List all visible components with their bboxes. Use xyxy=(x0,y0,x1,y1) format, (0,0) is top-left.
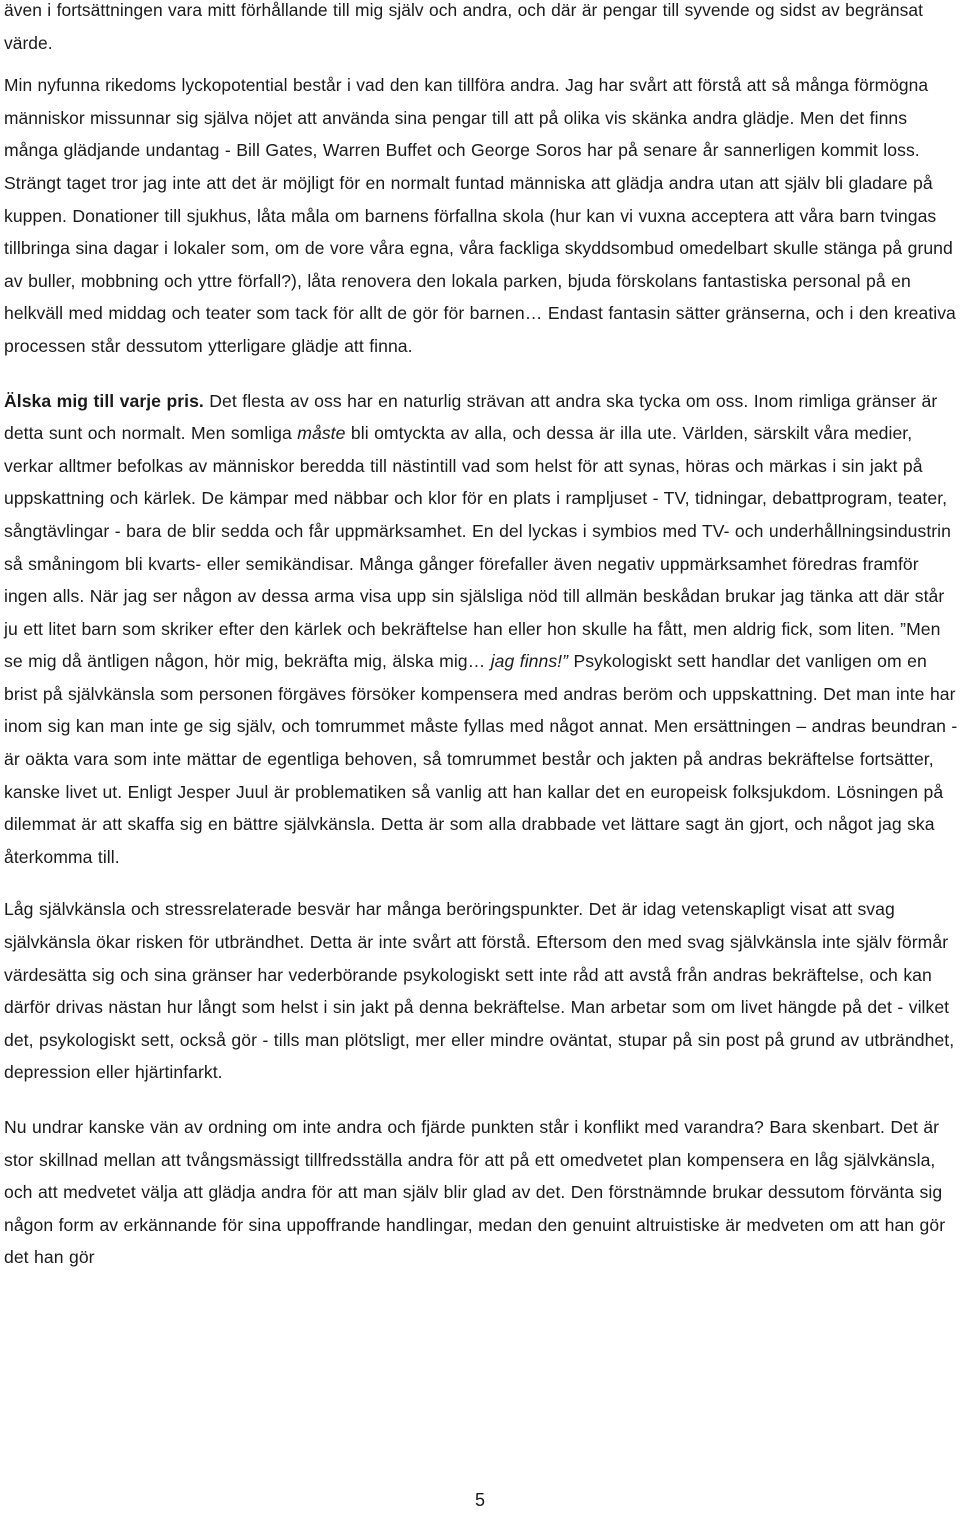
page-number: 5 xyxy=(474,1490,485,1510)
like-paragraph-heading: Älska mig till varje pris. xyxy=(4,390,204,411)
wealth-paragraph-segment-3: Strängt taget tror jag inte att det är möjligt för en normalt funtad människa att glädja andra utan att själv bli gladare på kuppen. Donationer till sjukhus, låta måla om barnens förfallna skola (hur kan vi vuxna acceptera att våra barn tvingas tillbringa sina dagar i lokaler som, om de vore våra egna, våra fackliga skyddsombud omedelbart skulle stänga på grund av buller, mobbning och yttre förfall?), låta renovera den lokala parken, bjuda förskolans fantastiska personal på en helkväll med middag och teater som tack för allt de gör för barnen… Endast fantasin sätter gränserna, och i den kreativa processen står dessutom ytterligare glädje att finna. xyxy=(4,172,956,356)
like-paragraph-text-1: Det flesta av oss har en naturlig strävan att andra ska tycka om oss. Inom rimliga gränser är detta sunt och normalt. Men somliga xyxy=(4,390,938,444)
wealth-paragraph-segment-2: Men det finns många glädjande undantag - Bill Gates, Warren Buffet och George Soros har på senare år sannerligen kommit loss. xyxy=(4,107,920,161)
conflict-paragraph: Nu undrar kanske vän av ordning om inte andra och fjärde punkten står i konflikt med varandra? Bara skenbart. Det är stor skillnad mellan att tvångsmässigt tillfredsställa andra för att på ett omedvetet plan kompensera en låg självkänsla, och att medvetet välja att glädja andra för att man själv blir glad av det. Den förstnämnde brukar dessutom förvänta sig någon form av erkännande för sina uppoffrande handlingar, medan den genuint altruistiske är medveten om att han gör det han gör xyxy=(4,1117,946,1268)
like-paragraph-emphasis-2: jag finns!” xyxy=(490,651,569,672)
burnout-paragraph: Låg självkänsla och stressrelaterade besvär har många beröringspunkter. Det är idag vetenskapligt visat att svag självkänsla ökar risken för utbrändhet. Detta är inte svårt att förstå. Eftersom den med svag självkänsla inte själv förmår värdesätta sig och sina gränser har vederbörande psykologiskt sett inte råd att avstå från andras bekräftelse, och kan därför drivas nästan hur långt som helst i sin jakt på denna bekräftelse. Man arbetar som om livet hängde på det - vilket det, psykologiskt sett, också gör - tills man plötsligt, mer eller mindre oväntat, stupar på sin post på grund av utbrändhet, depression eller hjärtinfarkt. xyxy=(4,899,955,1083)
wealth-paragraph-segment-1: Min nyfunna rikedoms lyckopotential består i vad den kan tillföra andra. Jag har svårt att förstå att så många förmögna människor missunnar sig själva nöjet att använda sina pengar till att på olika vis skänka andra glädje. xyxy=(4,75,929,128)
like-paragraph-emphasis-1: måste xyxy=(297,423,346,444)
wealth-paragraph xyxy=(4,69,958,362)
like-paragraph-text-3: Psykologiskt sett handlar det vanligen om en brist på självkänsla som personen förgäves försöker kompensera med andras beröm och uppskattning. Det man inte har inom sig kan man inte ge sig själv, och tomrummet måste fyllas med något annat. Men ersättningen – andras beundran - är oäkta vara som inte mättar de egentliga behoven, så tomrummet består och jakten på andras bekräftelse fortsätter, kanske livet ut. Enligt Jesper Juul är problematiken så vanlig att han kallar det en europeisk folksjukdom. Lösningen på dilemmat är att skaffa sig en bättre självkänsla. Detta är som alla drabbade vet lättare sagt än gjort, och något jag ska återkomma till. xyxy=(4,651,958,867)
document-page xyxy=(4,0,958,1274)
intro-paragraph: även i fortsättningen vara mitt förhållande till mig själv och andra, och där är pengar till syvende og sidst av begränsat värde. xyxy=(4,0,923,53)
like-paragraph-text-2: bli omtyckta av alla, och dessa är illa ute. Världen, särskilt våra medier, verkar alltmer befolkas av människor beredda till nästintill vad som helst för att synas, höras och märkas i sin jakt på uppskattning och kärlek. De kämpar med näbbar och klor för en plats i rampljuset - TV, tidningar, debattprogram, teater, sångtävlingar - bara de blir sedda och får uppmärksamhet. En del lyckas i symbios med TV- och underhållningsindustrin så småningom bli kvarts- eller semikändisar. Många gånger förefaller även negativ uppmärksamhet föredras framför ingen alls. När jag ser någon av dessa arma visa upp sin själsliga nöd till allmän beskådan brukar jag tänka att där står ju ett litet barn som skriker efter den kärlek och bekräftelse han eller hon skulle ha fått, men aldrig fick, som liten. ”Men se mig då äntligen någon, hör mig, bekräfta mig, älska mig… xyxy=(4,423,951,672)
like-paragraph xyxy=(4,385,958,874)
